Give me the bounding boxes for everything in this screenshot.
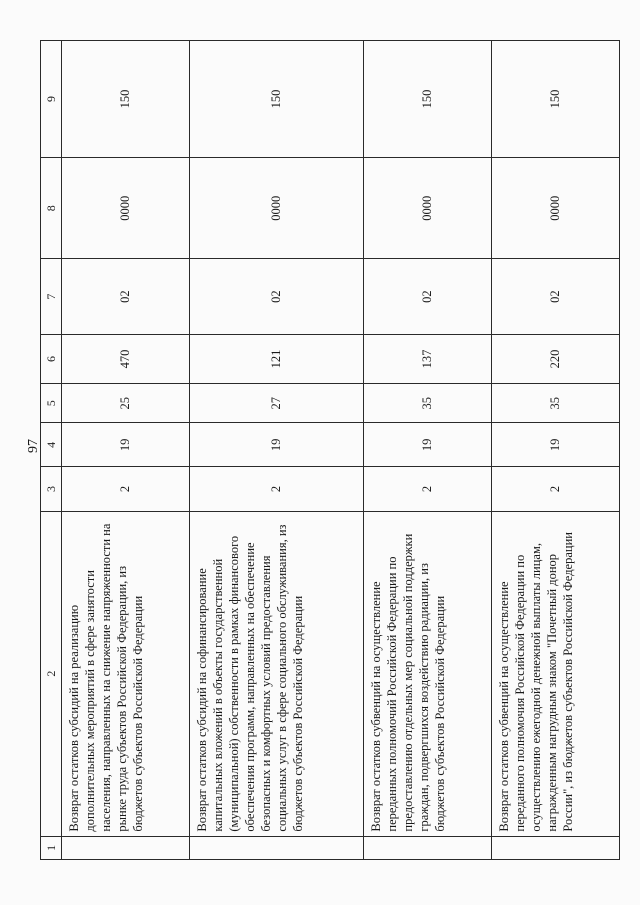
header-col-6: 6 — [41, 334, 62, 383]
cell-col6: 220 — [491, 334, 619, 383]
cell-col5: 27 — [189, 384, 363, 423]
rotated-table-frame — [40, 40, 620, 860]
table-container — [40, 40, 620, 860]
cell-col3: 2 — [363, 467, 491, 511]
cell-description: Возврат остатков субсидий на софинансирование капитальных вложений в объекты государственной (муниципальной) собственности в рамках финансового обеспечения программ, направленных на обеспечение безопасных и комфортных условий предоставления социальных услуг в сфере социального обслуживания, из бюджетов субъектов Российской Федерации — [189, 511, 363, 836]
cell-col4: 19 — [491, 423, 619, 467]
cell-col4: 19 — [62, 423, 190, 467]
cell-col4: 19 — [363, 423, 491, 467]
header-col-8: 8 — [41, 158, 62, 259]
header-col-3: 3 — [41, 467, 62, 511]
cell-col3: 2 — [189, 467, 363, 511]
cell-col1 — [491, 836, 619, 859]
cell-col8: 0000 — [189, 158, 363, 259]
cell-col5: 35 — [363, 384, 491, 423]
cell-col9: 150 — [189, 41, 363, 158]
header-col-9: 9 — [41, 41, 62, 158]
cell-col9: 150 — [491, 41, 619, 158]
cell-col6: 137 — [363, 334, 491, 383]
cell-col9: 150 — [62, 41, 190, 158]
table-header-row — [41, 41, 62, 860]
table-row — [189, 41, 363, 860]
cell-col8: 0000 — [491, 158, 619, 259]
header-col-2: 2 — [41, 511, 62, 836]
cell-col9: 150 — [363, 41, 491, 158]
budget-code-table — [40, 40, 620, 860]
cell-col3: 2 — [62, 467, 190, 511]
cell-col7: 02 — [363, 259, 491, 334]
header-col-5: 5 — [41, 384, 62, 423]
cell-col6: 121 — [189, 334, 363, 383]
cell-col7: 02 — [62, 259, 190, 334]
cell-col7: 02 — [189, 259, 363, 334]
page-number: 97 — [26, 439, 41, 453]
header-col-7: 7 — [41, 259, 62, 334]
cell-col6: 470 — [62, 334, 190, 383]
cell-col5: 35 — [491, 384, 619, 423]
cell-description: Возврат остатков субвенций на осуществление переданных полномочий Российской Федерации по предоставлению отдельных мер социальной поддержки граждан, подвергшихся воздействию радиации, из бюджетов субъектов Российской Федерации — [363, 511, 491, 836]
cell-col1 — [363, 836, 491, 859]
table-row — [363, 41, 491, 860]
cell-col4: 19 — [189, 423, 363, 467]
cell-col1 — [62, 836, 190, 859]
cell-col1 — [189, 836, 363, 859]
cell-description: Возврат остатков субвенций на осуществление переданного полномочия Российской Федерации по осуществлению ежегодной денежной выплаты лицам, награжденным нагрудным знаком "Почетный донор России", из бюджетов субъектов Российской Федерации — [491, 511, 619, 836]
header-col-1: 1 — [41, 836, 62, 859]
cell-col5: 25 — [62, 384, 190, 423]
table-row — [491, 41, 619, 860]
cell-col3: 2 — [491, 467, 619, 511]
header-col-4: 4 — [41, 423, 62, 467]
cell-col8: 0000 — [363, 158, 491, 259]
cell-col7: 02 — [491, 259, 619, 334]
cell-description: Возврат остатков субсидий на реализацию дополнительных мероприятий в сфере занятости населения, направленных на снижение напряженности на рынке труда субъектов Российской Федерации, из бюджетов субъектов Российской Федерации — [62, 511, 190, 836]
table-row — [62, 41, 190, 860]
cell-col8: 0000 — [62, 158, 190, 259]
